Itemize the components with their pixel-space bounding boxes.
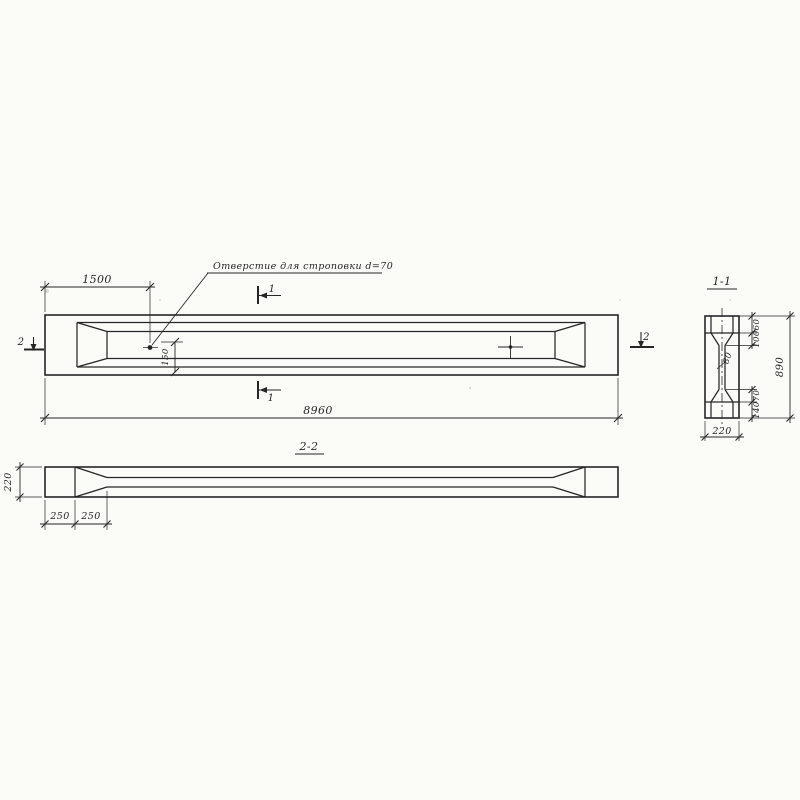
cut-mark-1-bottom — [258, 381, 281, 404]
scan-noise — [45, 289, 731, 389]
cut1-top-label: 1 — [268, 284, 276, 295]
section11-profile — [705, 308, 739, 427]
sling-hole-left — [143, 345, 158, 350]
section-1-1-view — [700, 275, 795, 441]
hole-note-label: Отверстие для строповки d=70 — [213, 261, 394, 272]
sling-hole-right — [498, 336, 523, 358]
dim-8960-label: 8960 — [303, 404, 333, 417]
dim-hole-drop — [161, 338, 183, 376]
section-2-2-view — [3, 440, 618, 530]
beam-outline — [45, 315, 618, 375]
section22-depth-dim — [3, 462, 42, 502]
dim-890-label: 890 — [775, 356, 786, 378]
recess-outline — [77, 323, 585, 368]
dim-1500-label: 1500 — [82, 273, 112, 286]
dim-250-b-label: 250 — [81, 511, 101, 522]
section11-right-dims — [726, 311, 795, 423]
cut-mark-1-top — [258, 284, 281, 304]
dim-220-plan-label: 220 — [3, 472, 14, 492]
dim-web-thickness — [717, 351, 735, 369]
section22-profile — [75, 467, 585, 497]
dim-total-length — [40, 378, 623, 425]
elevation-view — [17, 261, 654, 425]
section22-outline — [45, 467, 618, 497]
cut2-left-label: 2 — [17, 337, 25, 348]
dim-60-label: 60 — [752, 318, 762, 331]
dim-100-label: 100 — [752, 330, 762, 348]
dim-80-label: 80 — [721, 351, 735, 366]
dim-hole-offset — [40, 273, 155, 343]
hole-note — [152, 261, 393, 345]
dim-140-label: 140 — [752, 401, 762, 419]
dim-150-label: 150 — [161, 348, 171, 366]
cut1-bottom-label: 1 — [267, 393, 275, 404]
cut2-right-label: 2 — [643, 332, 650, 343]
dim-220-section-label: 220 — [712, 426, 732, 437]
cut-mark-2-left — [17, 337, 44, 351]
dim-70-label: 70 — [752, 389, 762, 402]
section22-title: 2-2 — [299, 440, 319, 453]
section11-title: 1-1 — [712, 275, 732, 288]
dim-250-a-label: 250 — [50, 511, 70, 522]
cut-mark-2-right — [630, 332, 654, 348]
